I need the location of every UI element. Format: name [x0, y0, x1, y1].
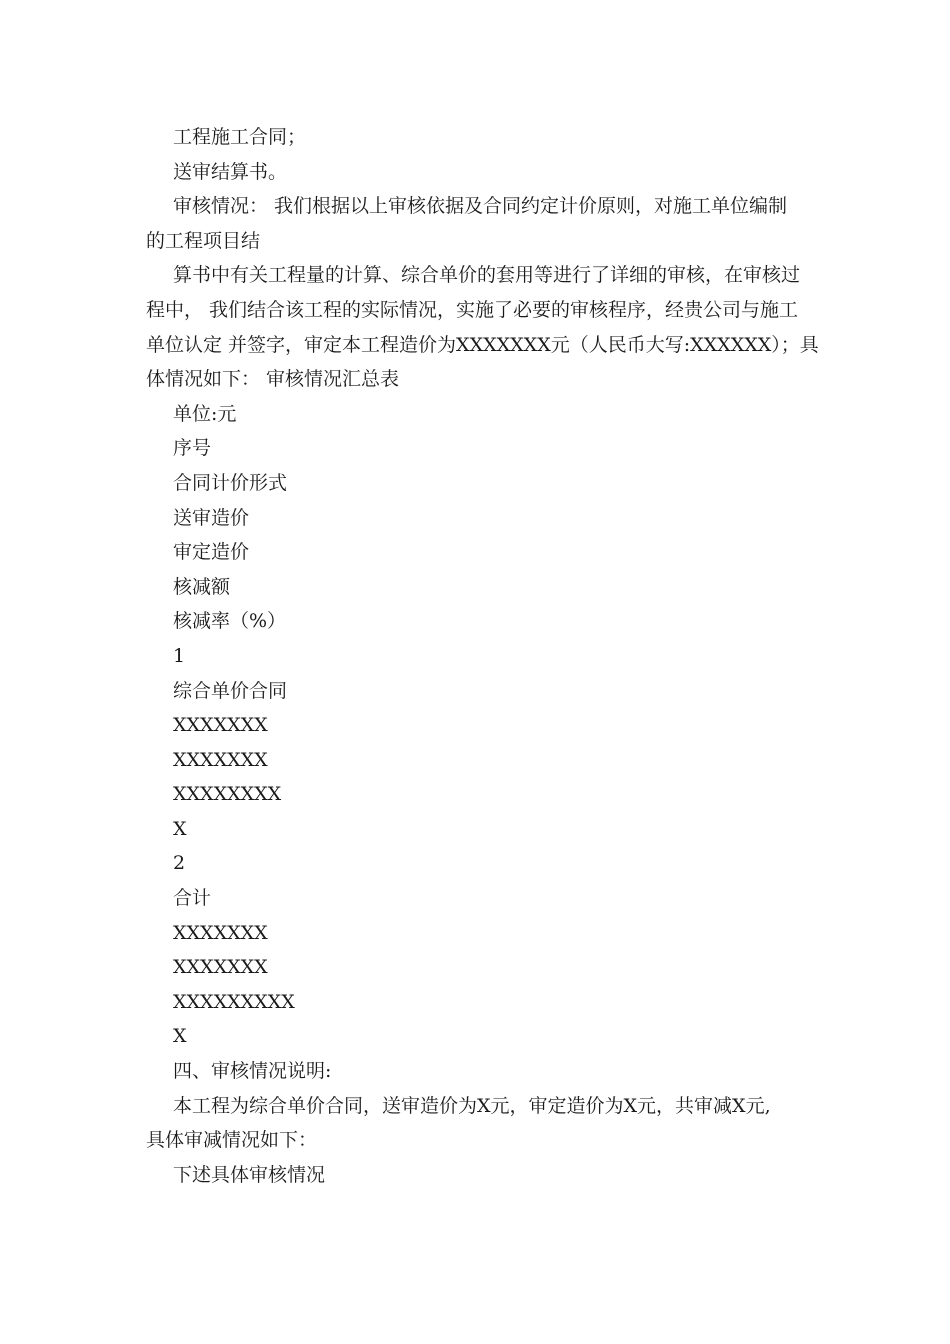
table-row — [146, 846, 810, 1054]
review-detail-line-1: 算书中有关工程量的计算、综合单价的套用等进行了详细的审核，在审核过 — [173, 264, 801, 287]
table-cell-approved-cost: XXXXXXX — [173, 956, 268, 979]
review-detail-line-3: 单位认定 并签字，审定本工程造价为XXXXXXX元（人民币大写:XXXXXX）；具 — [146, 333, 819, 356]
table-cell-pricing-form: 合计 — [173, 887, 212, 910]
section-four-paragraph — [146, 1089, 810, 1158]
table-header-reduction-amount: 核减额 — [173, 575, 231, 598]
review-detail-line-4: 体情况如下： 审核情况汇总表 — [146, 368, 400, 391]
table-cell-submitted-cost: XXXXXXX — [173, 714, 268, 737]
review-status-line-2: 的工程项目结 — [146, 229, 261, 252]
table-header-pricing-form: 合同计价形式 — [173, 471, 288, 494]
table-cell-reduction-amount: XXXXXXXX — [173, 783, 282, 806]
review-status-paragraph — [146, 189, 810, 258]
basis-item-contract: 工程施工合同； — [173, 126, 307, 148]
table-row — [146, 639, 810, 847]
section-four-heading: 四、审核情况说明: — [173, 1060, 332, 1083]
table-cell-reduction-amount: XXXXXXXXX — [173, 990, 295, 1013]
table-cell-submitted-cost: XXXXXXX — [173, 921, 268, 944]
table-cell-index: 1 — [173, 644, 186, 667]
table-cell-pricing-form: 综合单价合同 — [173, 679, 288, 702]
summary-table — [146, 397, 810, 1054]
table-cell-index: 2 — [173, 852, 186, 875]
review-detail-line-2: 程中， 我们结合该工程的实际情况，实施了必要的审核程序，经贵公司与施工 — [146, 298, 799, 321]
table-header-index: 序号 — [173, 437, 212, 460]
basis-item-settlement: 送审结算书。 — [173, 160, 288, 183]
section-four-line-2: 具体审减情况如下： — [146, 1129, 318, 1152]
table-unit: 单位:元 — [173, 402, 237, 425]
section-four-line-1: 本工程为综合单价合同，送审造价为X元，审定造价为X元，共审减X元, — [173, 1094, 771, 1117]
section-four-closing: 下述具体审核情况 — [173, 1163, 326, 1186]
document-page — [146, 120, 819, 1192]
table-cell-approved-cost: XXXXXXX — [173, 748, 268, 771]
table-header-submitted-cost: 送审造价 — [173, 506, 250, 529]
table-cell-reduction-rate: X — [173, 1025, 187, 1048]
table-header-approved-cost: 审定造价 — [173, 541, 250, 564]
review-detail-paragraph — [146, 258, 819, 396]
review-status-line-1: 审核情况： 我们根据以上审核依据及合同约定计价原则，对施工单位编制 — [173, 195, 788, 218]
table-cell-reduction-rate: X — [173, 817, 187, 840]
table-header-reduction-rate: 核减率（%） — [173, 610, 287, 633]
